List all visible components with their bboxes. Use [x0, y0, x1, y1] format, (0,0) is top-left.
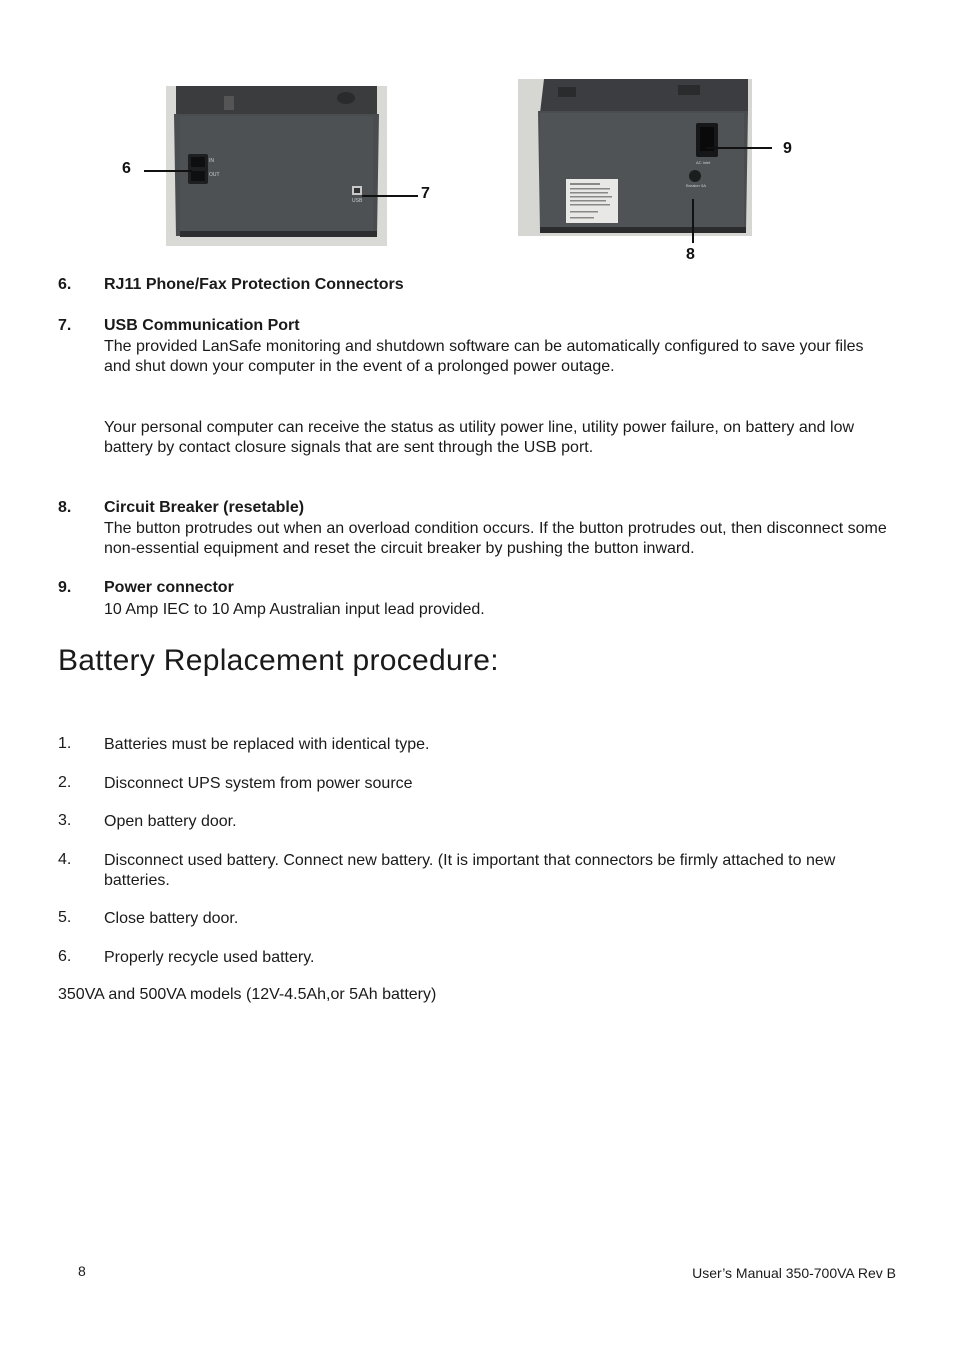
ups-rear-illustration-right: [518, 79, 752, 236]
ups-rear-photo-right: [518, 79, 752, 236]
callout-9-leader: [706, 147, 772, 149]
item-9-paragraph: 10 Amp IEC to 10 Amp Australian input lead provided.: [104, 601, 485, 618]
breaker-label: Breaker 5A: [685, 183, 706, 188]
step-6-number: 6.: [58, 948, 72, 965]
callout-6: 6: [122, 160, 131, 177]
item-7-title: USB Communication Port: [104, 317, 300, 334]
item-6-number: 6.: [58, 276, 72, 293]
step-3-number: 3.: [58, 812, 72, 829]
step-5-number: 5.: [58, 909, 72, 926]
ac-inlet-label: AC Inlet: [696, 160, 711, 165]
ups-rear-photo-left: [166, 86, 387, 246]
item-9-title: Power connector: [104, 579, 234, 596]
item-7-paragraph-1: The provided LanSafe monitoring and shutdown software can be automatically configured to save your files and shut down your computer in the event of a prolonged power outage.: [104, 338, 864, 375]
item-7-paragraph-2: Your personal computer can receive the status as utility power line, utility power failure, on battery and low battery by contact closure signals that are sent through the USB port.: [104, 419, 855, 456]
step-2-number: 2.: [58, 774, 72, 791]
callout-9: 9: [783, 140, 792, 157]
callout-8-leader: [692, 199, 694, 243]
step-4-text: Disconnect used battery. Connect new battery. (It is important that connectors be firmly attached to new batteries.: [104, 852, 836, 889]
step-3-text: Open battery door.: [104, 813, 237, 830]
models-note: 350VA and 500VA models (12V-4.5Ah,or 5Ah battery): [58, 986, 437, 1003]
step-2-text: Disconnect UPS system from power source: [104, 775, 413, 792]
port-out-label: OUT: [209, 172, 220, 178]
step-1-text: Batteries must be replaced with identical type.: [104, 736, 430, 753]
item-8-title: Circuit Breaker (resetable): [104, 499, 305, 516]
step-1-number: 1.: [58, 735, 72, 752]
step-5-text: Close battery door.: [104, 910, 239, 927]
item-7-number: 7.: [58, 317, 72, 334]
step-4-number: 4.: [58, 851, 72, 868]
item-8-number: 8.: [58, 499, 72, 516]
item-6-title: RJ11 Phone/Fax Protection Connectors: [104, 276, 404, 293]
step-6-text: Properly recycle used battery.: [104, 949, 315, 966]
callout-7: 7: [421, 185, 430, 202]
section-heading: Battery Replacement procedure:: [58, 644, 499, 677]
manual-title: User’s Manual 350-700VA Rev B: [692, 1265, 896, 1281]
page-number: 8: [78, 1263, 86, 1279]
usb-label: USB: [352, 198, 363, 204]
callout-8: 8: [686, 246, 695, 263]
item-8-paragraph: The button protrudes out when an overload condition occurs. If the button protrudes out, then disconnect some non-essential equipment and reset the circuit breaker by pushing the button inward.: [104, 520, 887, 557]
item-9-number: 9.: [58, 579, 72, 596]
ups-rear-illustration: [166, 86, 387, 246]
callout-7-leader: [362, 195, 418, 197]
callout-6-leader: [144, 170, 192, 172]
port-in-label: IN: [209, 158, 214, 164]
